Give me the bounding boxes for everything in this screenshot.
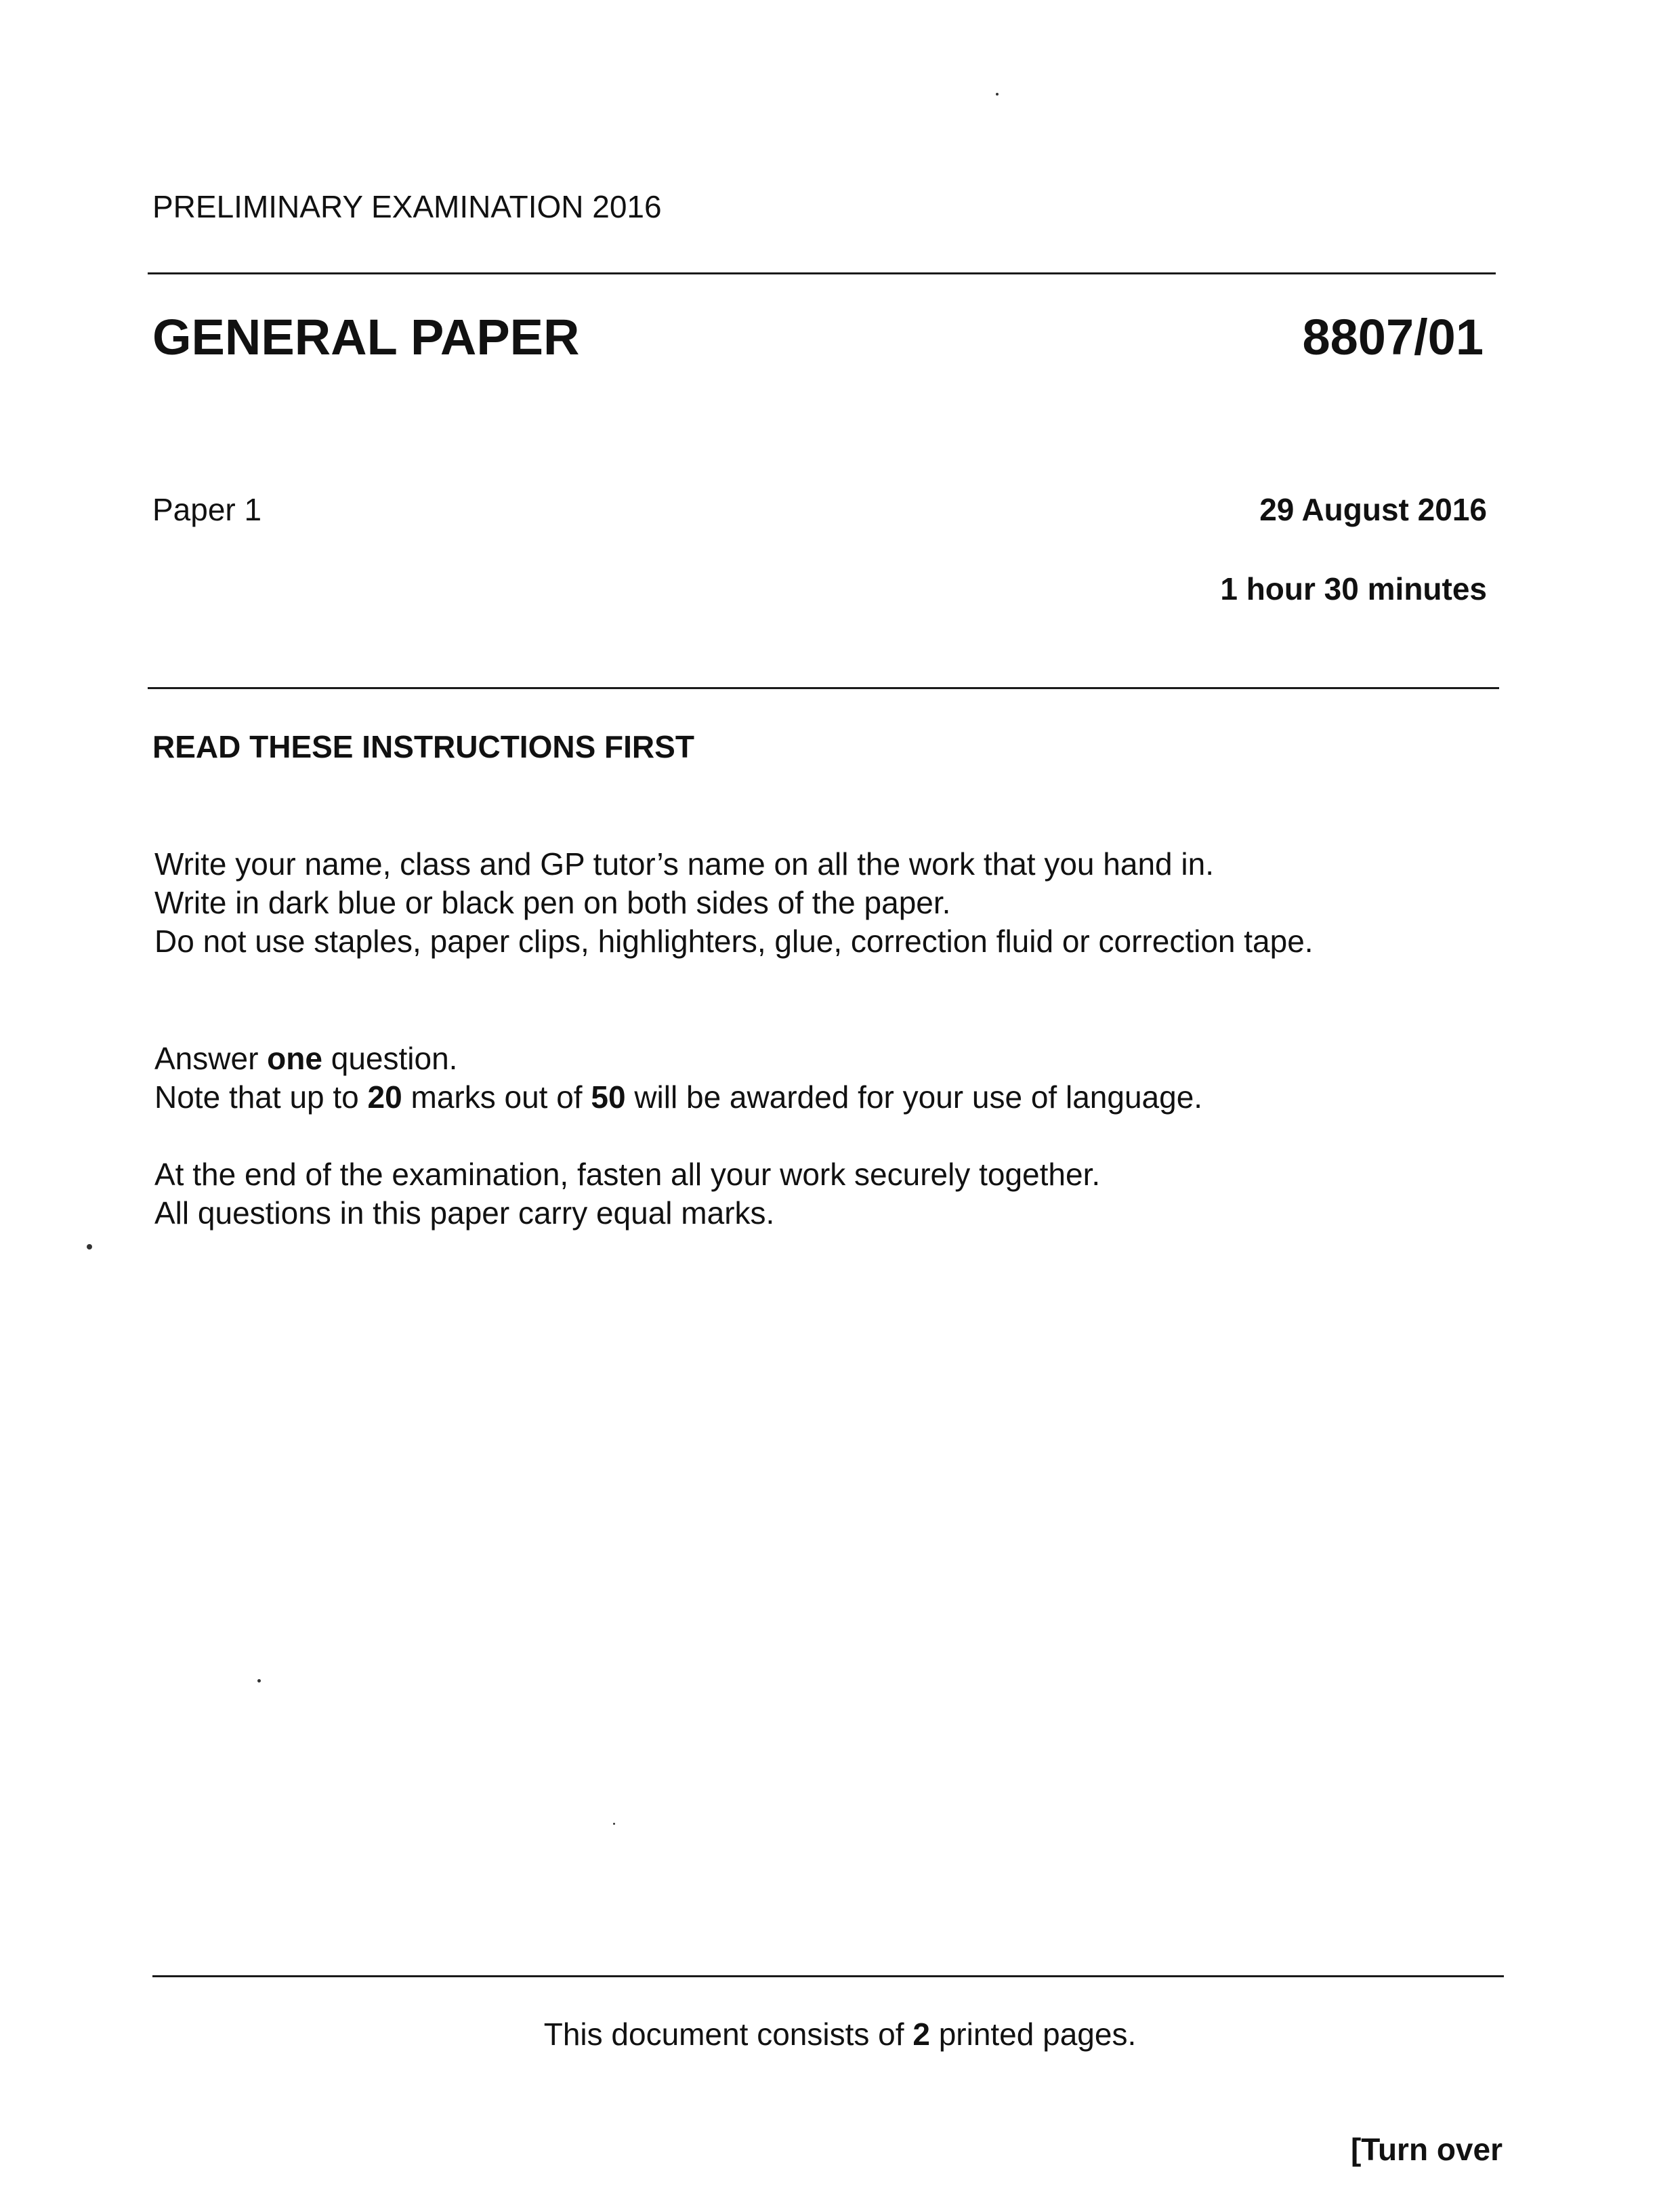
top-rule [148, 272, 1496, 274]
instruction-line: Write your name, class and GP tutor’s name on all the work that you hand in. [154, 846, 1214, 882]
subject-title: GENERAL PAPER [152, 309, 580, 365]
instructions-block-2 [154, 1039, 1202, 1117]
turn-over-label: [Turn over [1350, 2132, 1503, 2167]
paper-number: Paper 1 [152, 492, 262, 527]
instruction-line: At the end of the examination, fasten all your work securely together. [154, 1157, 1101, 1192]
exam-duration: 1 hour 30 minutes [1220, 571, 1487, 606]
scan-speck [613, 1823, 615, 1825]
instruction-line: All questions in this paper carry equal marks. [154, 1195, 775, 1231]
marks-note: Note that up to 20 marks out of 50 will be awarded for your use of language. [154, 1079, 1203, 1115]
mid-rule [148, 687, 1499, 689]
instruction-line: Do not use staples, paper clips, highlighters, glue, correction fluid or correction tape. [154, 924, 1314, 959]
exam-title: PRELIMINARY EXAMINATION 2016 [152, 189, 662, 224]
scan-speck [87, 1244, 92, 1250]
paper-code: 8807/01 [1302, 309, 1484, 365]
bottom-rule [152, 1975, 1504, 1977]
exam-date: 29 August 2016 [1259, 492, 1487, 527]
scan-speck [996, 93, 999, 96]
page-count-note: This document consists of 2 printed pages. [543, 2017, 1137, 2052]
instruction-line: Write in dark blue or black pen on both sides of the paper. [154, 885, 951, 920]
instructions-block-3 [154, 1155, 1100, 1233]
scan-speck [257, 1679, 261, 1683]
instructions-block-1 [154, 845, 1314, 961]
instructions-heading: READ THESE INSTRUCTIONS FIRST [152, 729, 694, 764]
answer-instruction: Answer one question. [154, 1041, 458, 1076]
